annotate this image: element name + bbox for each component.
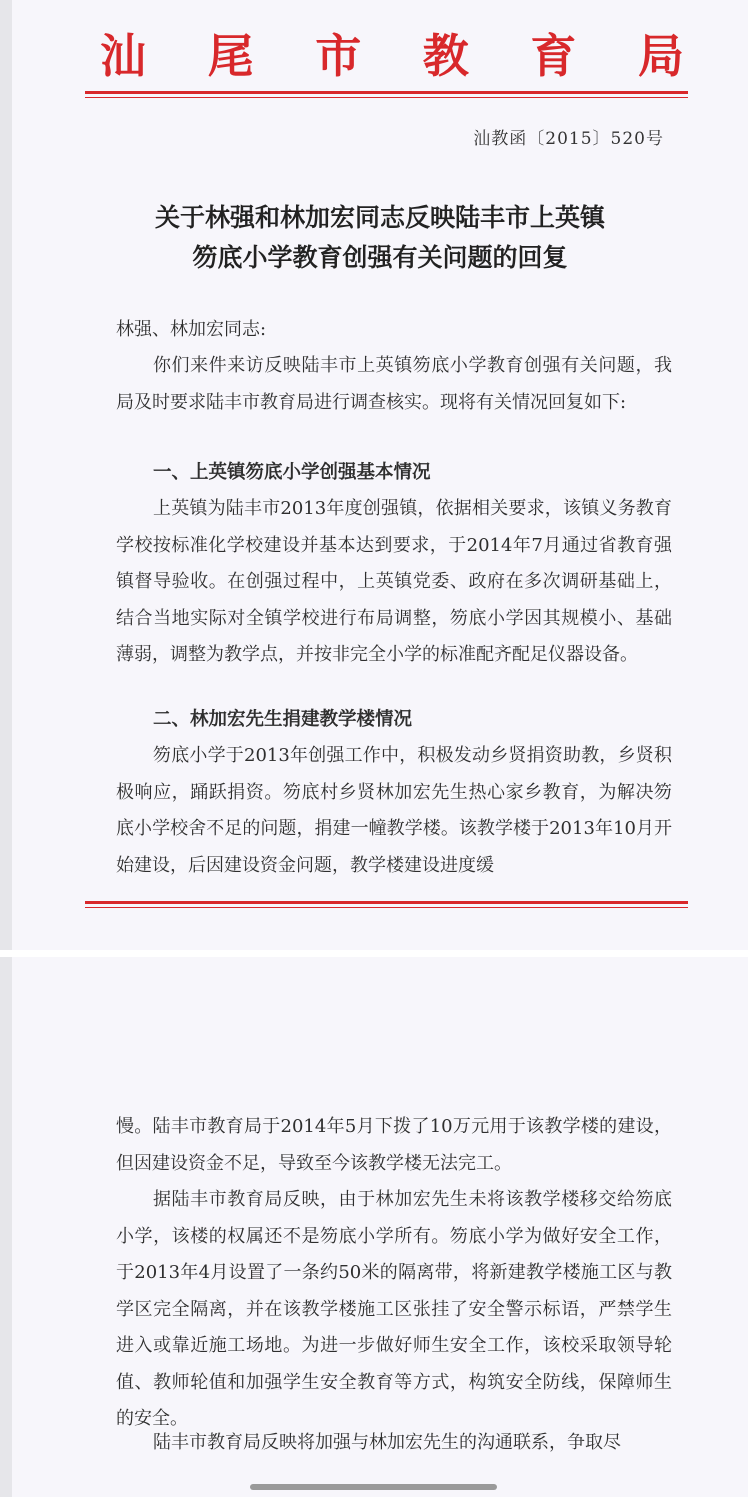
letterhead-char: 育	[530, 29, 577, 83]
footer-rule-thin	[85, 907, 688, 908]
page-gutter	[0, 0, 12, 950]
letterhead-char: 局	[637, 29, 684, 83]
intro-paragraph: 你们来件来访反映陆丰市上英镇笏底小学教育创强有关问题，我局及时要求陆丰市教育局进行调查核实。现将有关情况回复如下:	[116, 355, 672, 413]
section-1-body: 上英镇为陆丰市2013年度创强镇，依据相关要求，该镇义务教育学校按标准化学校建设并基本达到要求，于2014年7月通过省教育强镇督导验收。在创强过程中，上英镇党委、政府在多次调研基础上，结合当地实际对全镇学校进行布局调整，笏底小学因其规模小、基础薄弱，调整为教学点，并按非完全小学的标准配齐配足仪器设备。	[116, 498, 672, 665]
page-2-paragraph-3: 陆丰市教育局反映将加强与林加宏先生的沟通联系，争取尽	[153, 1432, 621, 1453]
letterhead-char: 汕	[100, 29, 146, 83]
letterhead-char: 教	[422, 29, 469, 83]
letterhead	[100, 20, 684, 86]
document-number: 汕教函〔2015〕520号	[473, 129, 664, 149]
document-page-2	[12, 957, 748, 1497]
letterhead-char: 尾	[207, 29, 254, 83]
letterhead-rule	[85, 91, 688, 94]
section-2-heading: 二、林加宏先生捐建教学楼情况	[153, 709, 413, 730]
page-gutter	[0, 957, 12, 1497]
salutation: 林强、林加宏同志:	[116, 319, 267, 340]
footer-rule	[85, 901, 688, 904]
document-page-1	[12, 0, 748, 950]
document-title-line-2: 笏底小学教育创强有关问题的回复	[192, 243, 568, 272]
page-2-paragraph-1: 慢。陆丰市教育局于2014年5月下拨了10万元用于该教学楼的建设，但因建设资金不足，导致至今该教学楼无法完工。	[116, 1116, 672, 1174]
letterhead-char: 市	[315, 29, 362, 83]
scroll-indicator[interactable]	[250, 1484, 497, 1490]
page-2-paragraph-2: 据陆丰市教育局反映，由于林加宏先生未将该教学楼移交给笏底小学，该楼的权属还不是笏底小学所有。笏底小学为做好安全工作，于2013年4月设置了一条约50米的隔离带，将新建教学楼施工区与教学区完全隔离，并在该教学楼施工区张挂了安全警示标语，严禁学生进入或靠近施工场地。为进一步做好师生安全工作，该校采取领导轮值、教师轮值和加强学生安全教育等方式，构筑安全防线，保障师生的安全。	[116, 1189, 672, 1429]
section-2-body: 笏底小学于2013年创强工作中，积极发动乡贤捐资助教，乡贤积极响应，踊跃捐资。笏底村乡贤林加宏先生热心家乡教育，为解决笏底小学校舍不足的问题，捐建一幢教学楼。该教学楼于2013年10月开始建设，后因建设资金问题，教学楼建设进度缓	[116, 745, 672, 876]
document-title-line-1: 关于林强和林加宏同志反映陆丰市上英镇	[154, 203, 605, 232]
section-1-heading: 一、上英镇笏底小学创强基本情况	[153, 462, 431, 483]
letterhead-rule-thin	[85, 97, 688, 98]
